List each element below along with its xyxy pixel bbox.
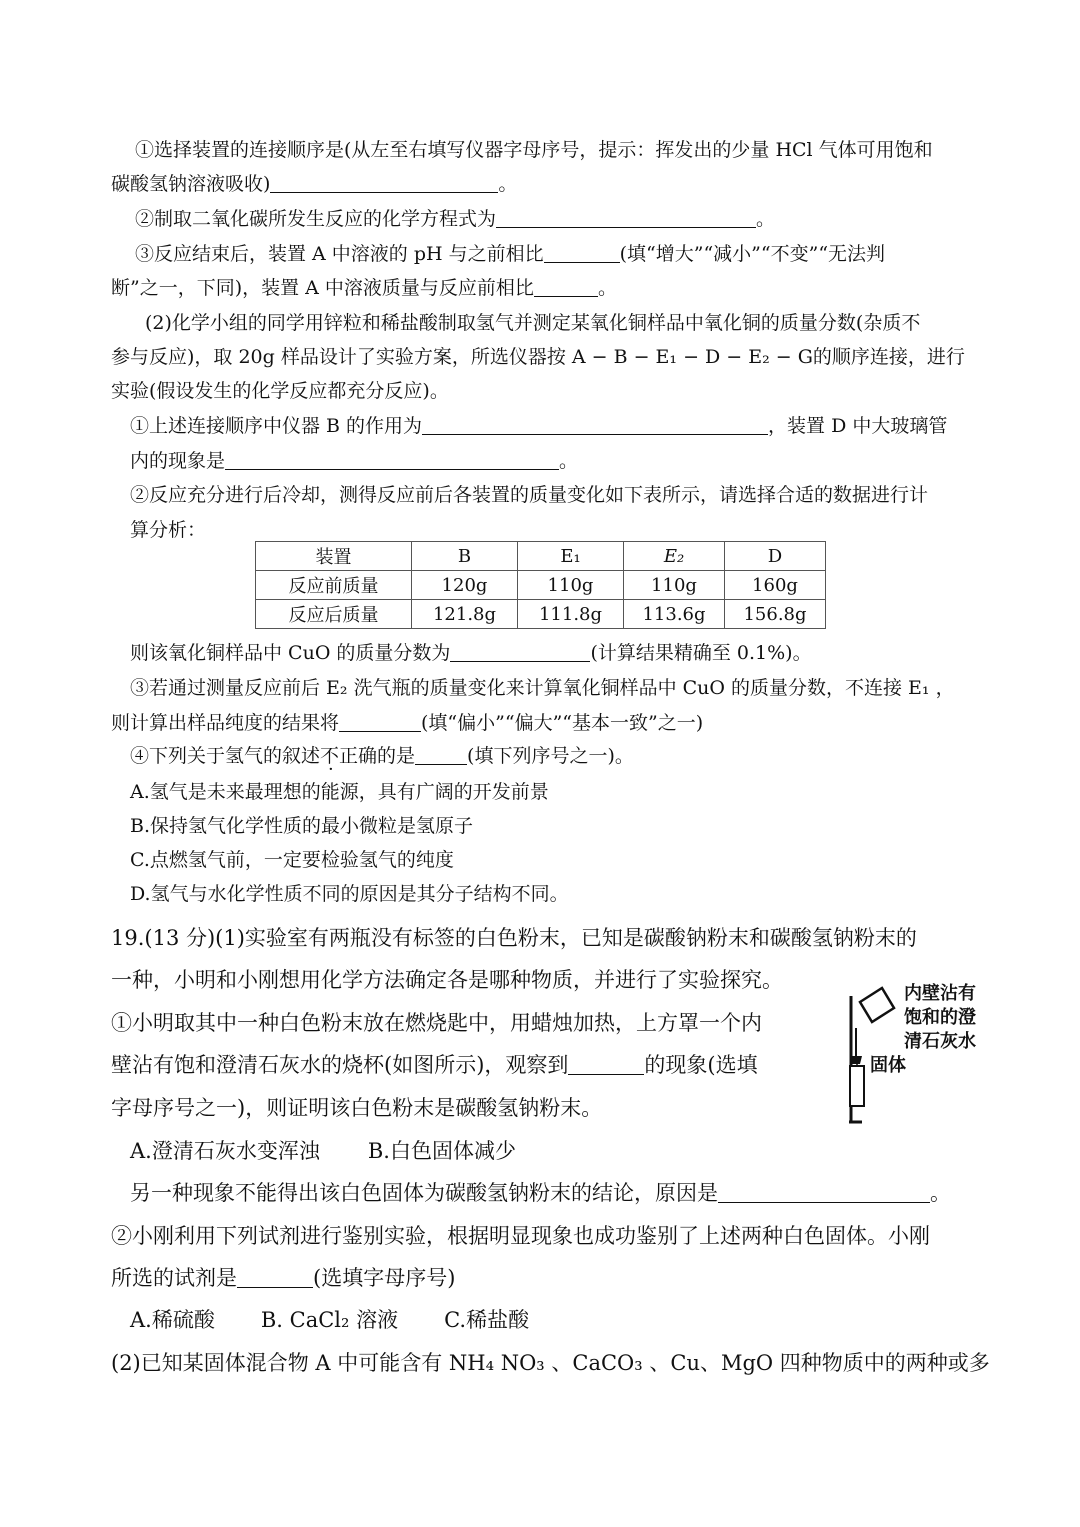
answer-blank-purity-result[interactable] — [339, 711, 421, 732]
table-cell: 装置 — [256, 542, 412, 571]
figure-label: 清石灰水 — [904, 1031, 976, 1052]
table-cell: B — [412, 542, 518, 571]
q18-s2-result: 则该氧化铜样品中 CuO 的质量分数为 (计算结果精确至 0.1%)。 — [130, 642, 812, 664]
candle — [850, 1066, 864, 1106]
q19-line1: 19.(13 分)(1)实验室有两瓶没有标签的白色粉末，已知是碳酸钠粉末和碳酸氢钠粉末的 — [111, 926, 917, 950]
table-cell: 120g — [412, 571, 518, 600]
q18-s1-line1: ①上述连接顺序中仪器 B 的作用为 ，装置 D 中大玻璃管 — [130, 415, 948, 437]
apparatus-drawing — [846, 982, 908, 1124]
table-row — [256, 600, 826, 629]
table-cell: 110g — [518, 571, 624, 600]
q19-reagents: A.稀硫酸 B. CaCl₂ 溶液 C.稀盐酸 — [130, 1308, 530, 1332]
q18-s4: ④下列关于氢气的叙述不正确的是 (填下列序号之一)。 — [130, 745, 634, 767]
q19-line8: ②小刚利用下列试剂进行鉴别实验，根据明显现象也成功鉴别了上述两种白色固体。小刚 — [111, 1224, 930, 1248]
table-cell: 110g — [624, 571, 725, 600]
answer-blank-reason[interactable] — [718, 1182, 930, 1203]
figure-label: 内壁沾有 — [904, 983, 976, 1004]
emphasis-mark: 不 — [320, 745, 340, 767]
table-cell: 160g — [725, 571, 826, 600]
q19-line5: 字母序号之一)，则证明该白色粉末是碳酸氢钠粉末。 — [111, 1096, 603, 1120]
q18-p3-line2: 断”之一，下同)，装置 A 中溶液质量与反应前相比 。 — [111, 277, 617, 299]
table-cell: 反应前质量 — [256, 571, 412, 600]
answer-blank-phenomenon[interactable] — [568, 1054, 644, 1075]
q18-s3-line1: ③若通过测量反应前后 E₂ 洗气瓶的质量变化来计算氧化铜样品中 CuO 的质量分数，不连接 E₁ ， — [130, 677, 955, 699]
table-cell: E₁ — [518, 542, 624, 571]
option-b: B.保持氢气化学性质的最小微粒是氢原子 — [130, 815, 474, 837]
table-row — [256, 571, 826, 600]
answer-blank-connection-order[interactable] — [270, 172, 498, 193]
q18-s1-line2: 内的现象是 。 — [130, 450, 579, 472]
q19-line4: 壁沾有饱和澄清石灰水的烧杯(如图所示)，观察到 的现象(选填 — [111, 1053, 758, 1077]
q19-line3: ①小明取其中一种白色粉末放在燃烧匙中，用蜡烛加热，上方罩一个内 — [111, 1011, 762, 1035]
q18-s2-line1: ②反应充分进行后冷却，测得反应前后各装置的质量变化如下表所示，请选择合适的数据进行计 — [130, 484, 929, 506]
q18-s2-line2: 算分析： — [130, 519, 207, 541]
table-cell: 111.8g — [518, 600, 624, 629]
experiment-figure — [846, 982, 996, 1124]
beaker — [860, 988, 894, 1022]
q19-part2: (2)已知某固体混合物 A 中可能含有 NH₄ NO₃ 、CaCO₃ 、Cu、MgO 四种物质中的两种或多 — [111, 1351, 990, 1375]
answer-blank-equation[interactable] — [496, 207, 756, 228]
answer-blank-cuo-fraction[interactable] — [450, 641, 590, 662]
q19-line9: 所选的试剂是 (选填字母序号) — [111, 1266, 456, 1290]
q18-p1-line2: 碳酸氢钠溶液吸收) 。 — [111, 173, 518, 195]
q19-line7: 另一种现象不能得出该白色固体为碳酸氢钠粉末的结论，原因是 。 — [130, 1181, 951, 1205]
solid-powder — [850, 1056, 862, 1064]
figure-label: 饱和的澄 — [904, 1007, 976, 1028]
mass-change-table — [255, 541, 826, 629]
q18-part2-line2: 参与反应)，取 20g 样品设计了实验方案，所选仪器按 A − B − E₁ − D − E₂ − G的顺序连接，进行 — [111, 346, 965, 368]
table-cell: D — [725, 542, 826, 571]
q18-part2-line3: 实验(假设发生的化学反应都充分反应)。 — [111, 380, 449, 402]
answer-blank-reagent[interactable] — [237, 1267, 313, 1288]
table-cell: 113.6g — [624, 600, 725, 629]
table-cell: E₂ — [624, 542, 725, 571]
q18-p2: ②制取二氧化碳所发生反应的化学方程式为 。 — [135, 208, 776, 230]
option-a: A.氢气是未来最理想的能源，具有广阔的开发前景 — [130, 781, 549, 803]
q18-part2-line1: (2)化学小组的同学用锌粒和稀盐酸制取氢气并测定某氧化铜样品中氧化铜的质量分数(杂质不 — [145, 312, 921, 334]
answer-blank-d-phenomenon[interactable] — [225, 449, 559, 470]
q19-line2: 一种，小明和小刚想用化学方法确定各是哪种物质，并进行了实验探究。 — [111, 968, 783, 992]
q19-options: A.澄清石灰水变浑浊 B.白色固体减少 — [130, 1139, 516, 1163]
table-cell: 156.8g — [725, 600, 826, 629]
q18-p3-line1: ③反应结束后，装置 A 中溶液的 pH 与之前相比 (填“增大”“减小”“不变”“无法判 — [135, 243, 886, 265]
table-cell: 反应后质量 — [256, 600, 412, 629]
option-c: C.点燃氢气前，一定要检验氢气的纯度 — [130, 849, 454, 871]
answer-blank-incorrect-statement[interactable] — [415, 744, 467, 765]
q18-p1-line1: ①选择装置的连接顺序是(从左至右填写仪器字母序号，提示：挥发出的少量 HCl 气体可用饱和 — [135, 139, 933, 161]
answer-blank-mass-change[interactable] — [534, 276, 598, 297]
q18-s3-line2: 则计算出样品纯度的结果将 (填“偏小”“偏大”“基本一致”之一) — [111, 712, 704, 734]
option-d: D.氢气与水化学性质不同的原因是其分子结构不同。 — [130, 883, 569, 905]
table-cell: 121.8g — [412, 600, 518, 629]
figure-label: 固体 — [870, 1055, 906, 1076]
answer-blank-b-function[interactable] — [422, 414, 768, 435]
table-header-row — [256, 542, 826, 571]
answer-blank-ph-change[interactable] — [544, 242, 620, 263]
